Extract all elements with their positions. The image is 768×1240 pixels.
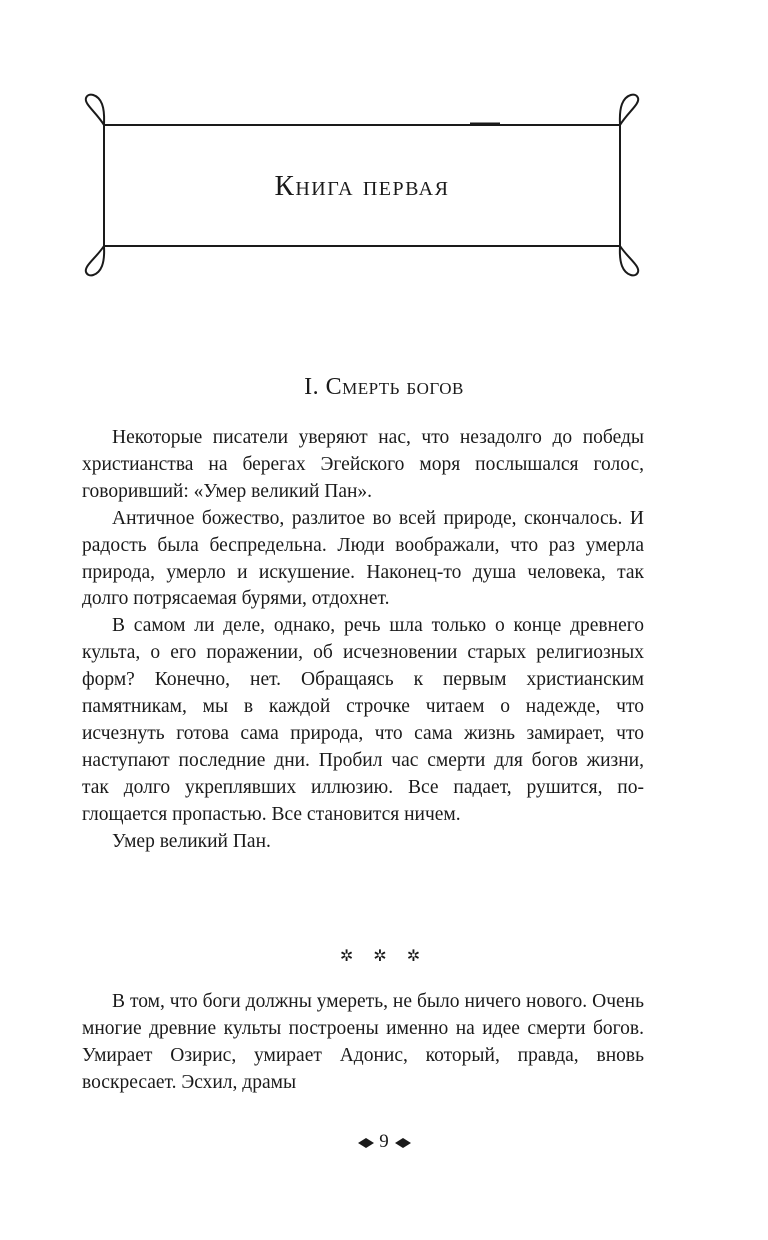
paragraph: Некоторые писатели уверяют нас, что незадолго до победы христианства на берегах Эгейского моря послышался голос, говоривший: «Умер великий Пан». <box>82 427 644 502</box>
book-heading: Книга первая <box>274 170 450 202</box>
frame-corner-curl <box>620 246 638 275</box>
chapter-body-continued <box>82 989 644 1097</box>
chapter-title: I. Смерть богов <box>304 374 464 400</box>
paragraph: Античное божество, разлитое во всей природе, скончалось. И радость была беспредельна. Люди воображали, что раз умерла природа, умерло и искушение. Наконец-то душа человека, так долго потрясаемая бурями, отдохнет. <box>82 507 644 610</box>
frame-corner-curl <box>86 95 104 125</box>
frame-corner-curl <box>86 246 104 275</box>
frame-corner-curl <box>620 95 638 125</box>
page-number-footer <box>0 1129 768 1155</box>
folio-ornament-left-icon <box>357 1137 375 1149</box>
folio-ornament-right-icon <box>394 1137 412 1149</box>
paragraph: Умер великий Пан. <box>112 830 271 852</box>
book-heading-frame <box>0 0 768 300</box>
section-separator: ✲ ✲ ✲ <box>339 948 429 965</box>
paragraph: В самом ли деле, однако, речь шла только о конце древнего культа, о его поражении, об исчезновении старых религиозных форм? Конечно, нет. Обращаясь к первым христианским памятникам, мы в каждой строчке читаем о надежде, что исчезнуть готова сама природа, что сама жизнь замирает, что наступают последние дни. Пробил час смерти для богов жизни, так долго укреплявших иллюзию. Все падает, рушится, поглощается пропастью. Все становится ничем. <box>82 615 644 825</box>
page-number: 9 <box>379 1131 389 1152</box>
paragraph: В том, что боги должны умереть, не было ничего нового. Очень многие древние культы построены именно на идее смерти богов. Умирает Озирис, умирает Адонис, который, правда, вновь воскресает. Эсхил, драмы <box>82 991 644 1093</box>
chapter-body <box>82 425 644 856</box>
